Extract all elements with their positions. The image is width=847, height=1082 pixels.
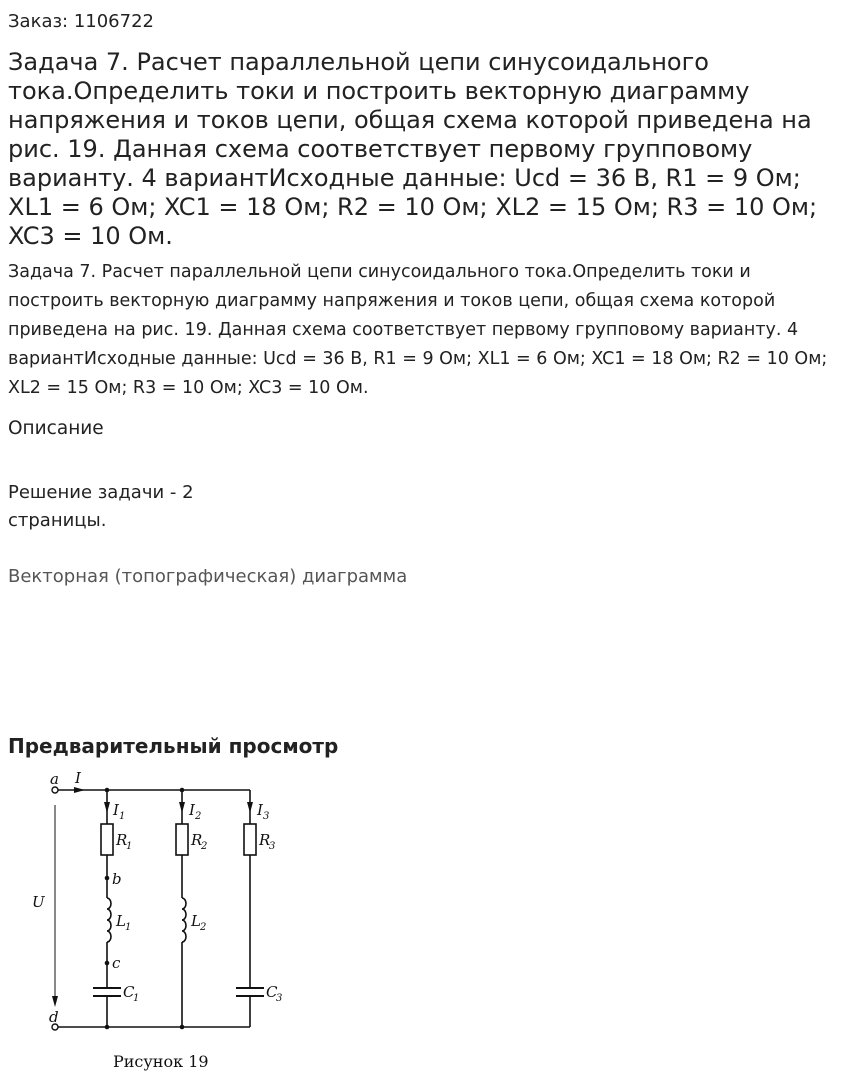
current-arrow-3 — [247, 802, 253, 813]
resistor-r2 — [176, 824, 188, 855]
label-node-a: a — [50, 770, 59, 788]
label-current-total: I — [75, 769, 81, 787]
label-l2-sub: 2 — [200, 922, 207, 933]
preview-heading: Предварительный просмотр — [8, 734, 339, 758]
label-r2-sub: 2 — [201, 841, 208, 852]
inductor-l1 — [107, 898, 111, 942]
label-i1-sub: 1 — [119, 811, 126, 822]
node-c-dot — [105, 961, 110, 966]
current-arrow-total — [74, 787, 85, 793]
circuit-schematic — [0, 760, 320, 1082]
label-r1: R — [116, 831, 128, 849]
label-r3-sub: 3 — [269, 841, 276, 852]
resistor-r1 — [101, 824, 113, 855]
label-l1-sub: 1 — [125, 922, 132, 933]
description-heading: Описание — [8, 418, 104, 439]
label-c3: C — [266, 983, 278, 1001]
inductor-l2 — [182, 898, 186, 942]
label-i2-sub: 2 — [195, 811, 202, 822]
current-arrow-2 — [179, 802, 185, 813]
label-voltage: U — [32, 893, 45, 911]
label-node-c: c — [112, 954, 121, 972]
label-i2: I — [189, 801, 195, 819]
label-l2: L — [191, 912, 201, 930]
label-r2: R — [191, 831, 203, 849]
resistor-r3 — [244, 824, 256, 855]
label-c3-sub: 3 — [276, 993, 283, 1004]
label-node-b: b — [112, 870, 122, 888]
label-c1-sub: 1 — [133, 993, 140, 1004]
node-b-dot — [105, 876, 110, 881]
current-arrow-1 — [104, 802, 110, 813]
page-title: Задача 7. Расчет параллельной цепи синусоидального тока.Определить токи и построить векторную диаграмму напряжения и токов цепи, общая схема которой приведена на рис. 19. Данная схема соответствует первому групповому варианту. 4 вариантИсходные данные: Ucd = 36 В, R1 = 9 Ом; XL1 = 6 Ом; XC1 = 18 Ом; R2 = 10 Ом; XL2 = 15 Ом; R3 = 10 Ом; XC3 = 10 Ом. — [8, 48, 818, 250]
figure-caption: Рисунок 19 — [113, 1052, 209, 1071]
label-i3-sub: 3 — [263, 811, 270, 822]
order-number: Заказ: 1106722 — [8, 11, 154, 32]
capacitor-c1 — [93, 988, 121, 996]
vector-diagram-label: Векторная (топографическая) диаграмма — [8, 566, 408, 587]
label-l1: L — [116, 912, 126, 930]
task-description: Задача 7. Расчет параллельной цепи синусоидального тока.Определить токи и построить векторную диаграмму напряжения и токов цепи, общая схема которой приведена на рис. 19. Данная схема соответствует первому групповому варианту. 4 вариантИсходные данные: Ucd = 36 В, R1 = 9 Ом; XL1 = 6 Ом; XC1 = 18 Ом; R2 = 10 Ом; XL2 = 15 Ом; R3 = 10 Ом; XC3 = 10 Ом. — [8, 262, 828, 398]
label-i1: I — [113, 801, 119, 819]
label-r3: R — [259, 831, 271, 849]
capacitor-c3 — [236, 988, 264, 996]
label-c1: C — [123, 983, 135, 1001]
label-node-d: d — [49, 1008, 59, 1026]
solution-info: Решение задачи - 2 страницы. — [8, 482, 194, 531]
label-r1-sub: 1 — [126, 841, 133, 852]
label-i3: I — [257, 801, 263, 819]
